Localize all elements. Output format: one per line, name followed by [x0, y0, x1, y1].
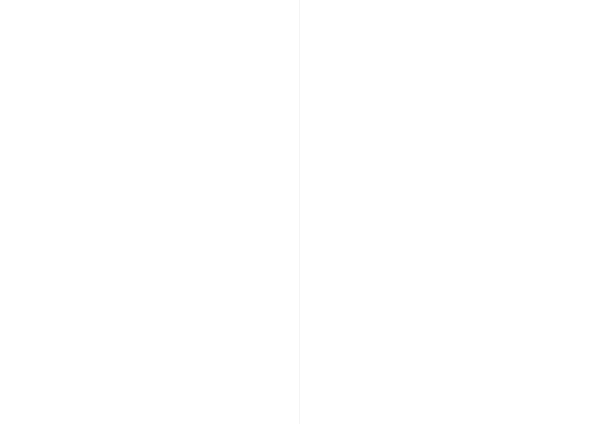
right-page [300, 0, 600, 424]
left-page-text [22, 14, 278, 374]
right-page-text [322, 14, 578, 374]
